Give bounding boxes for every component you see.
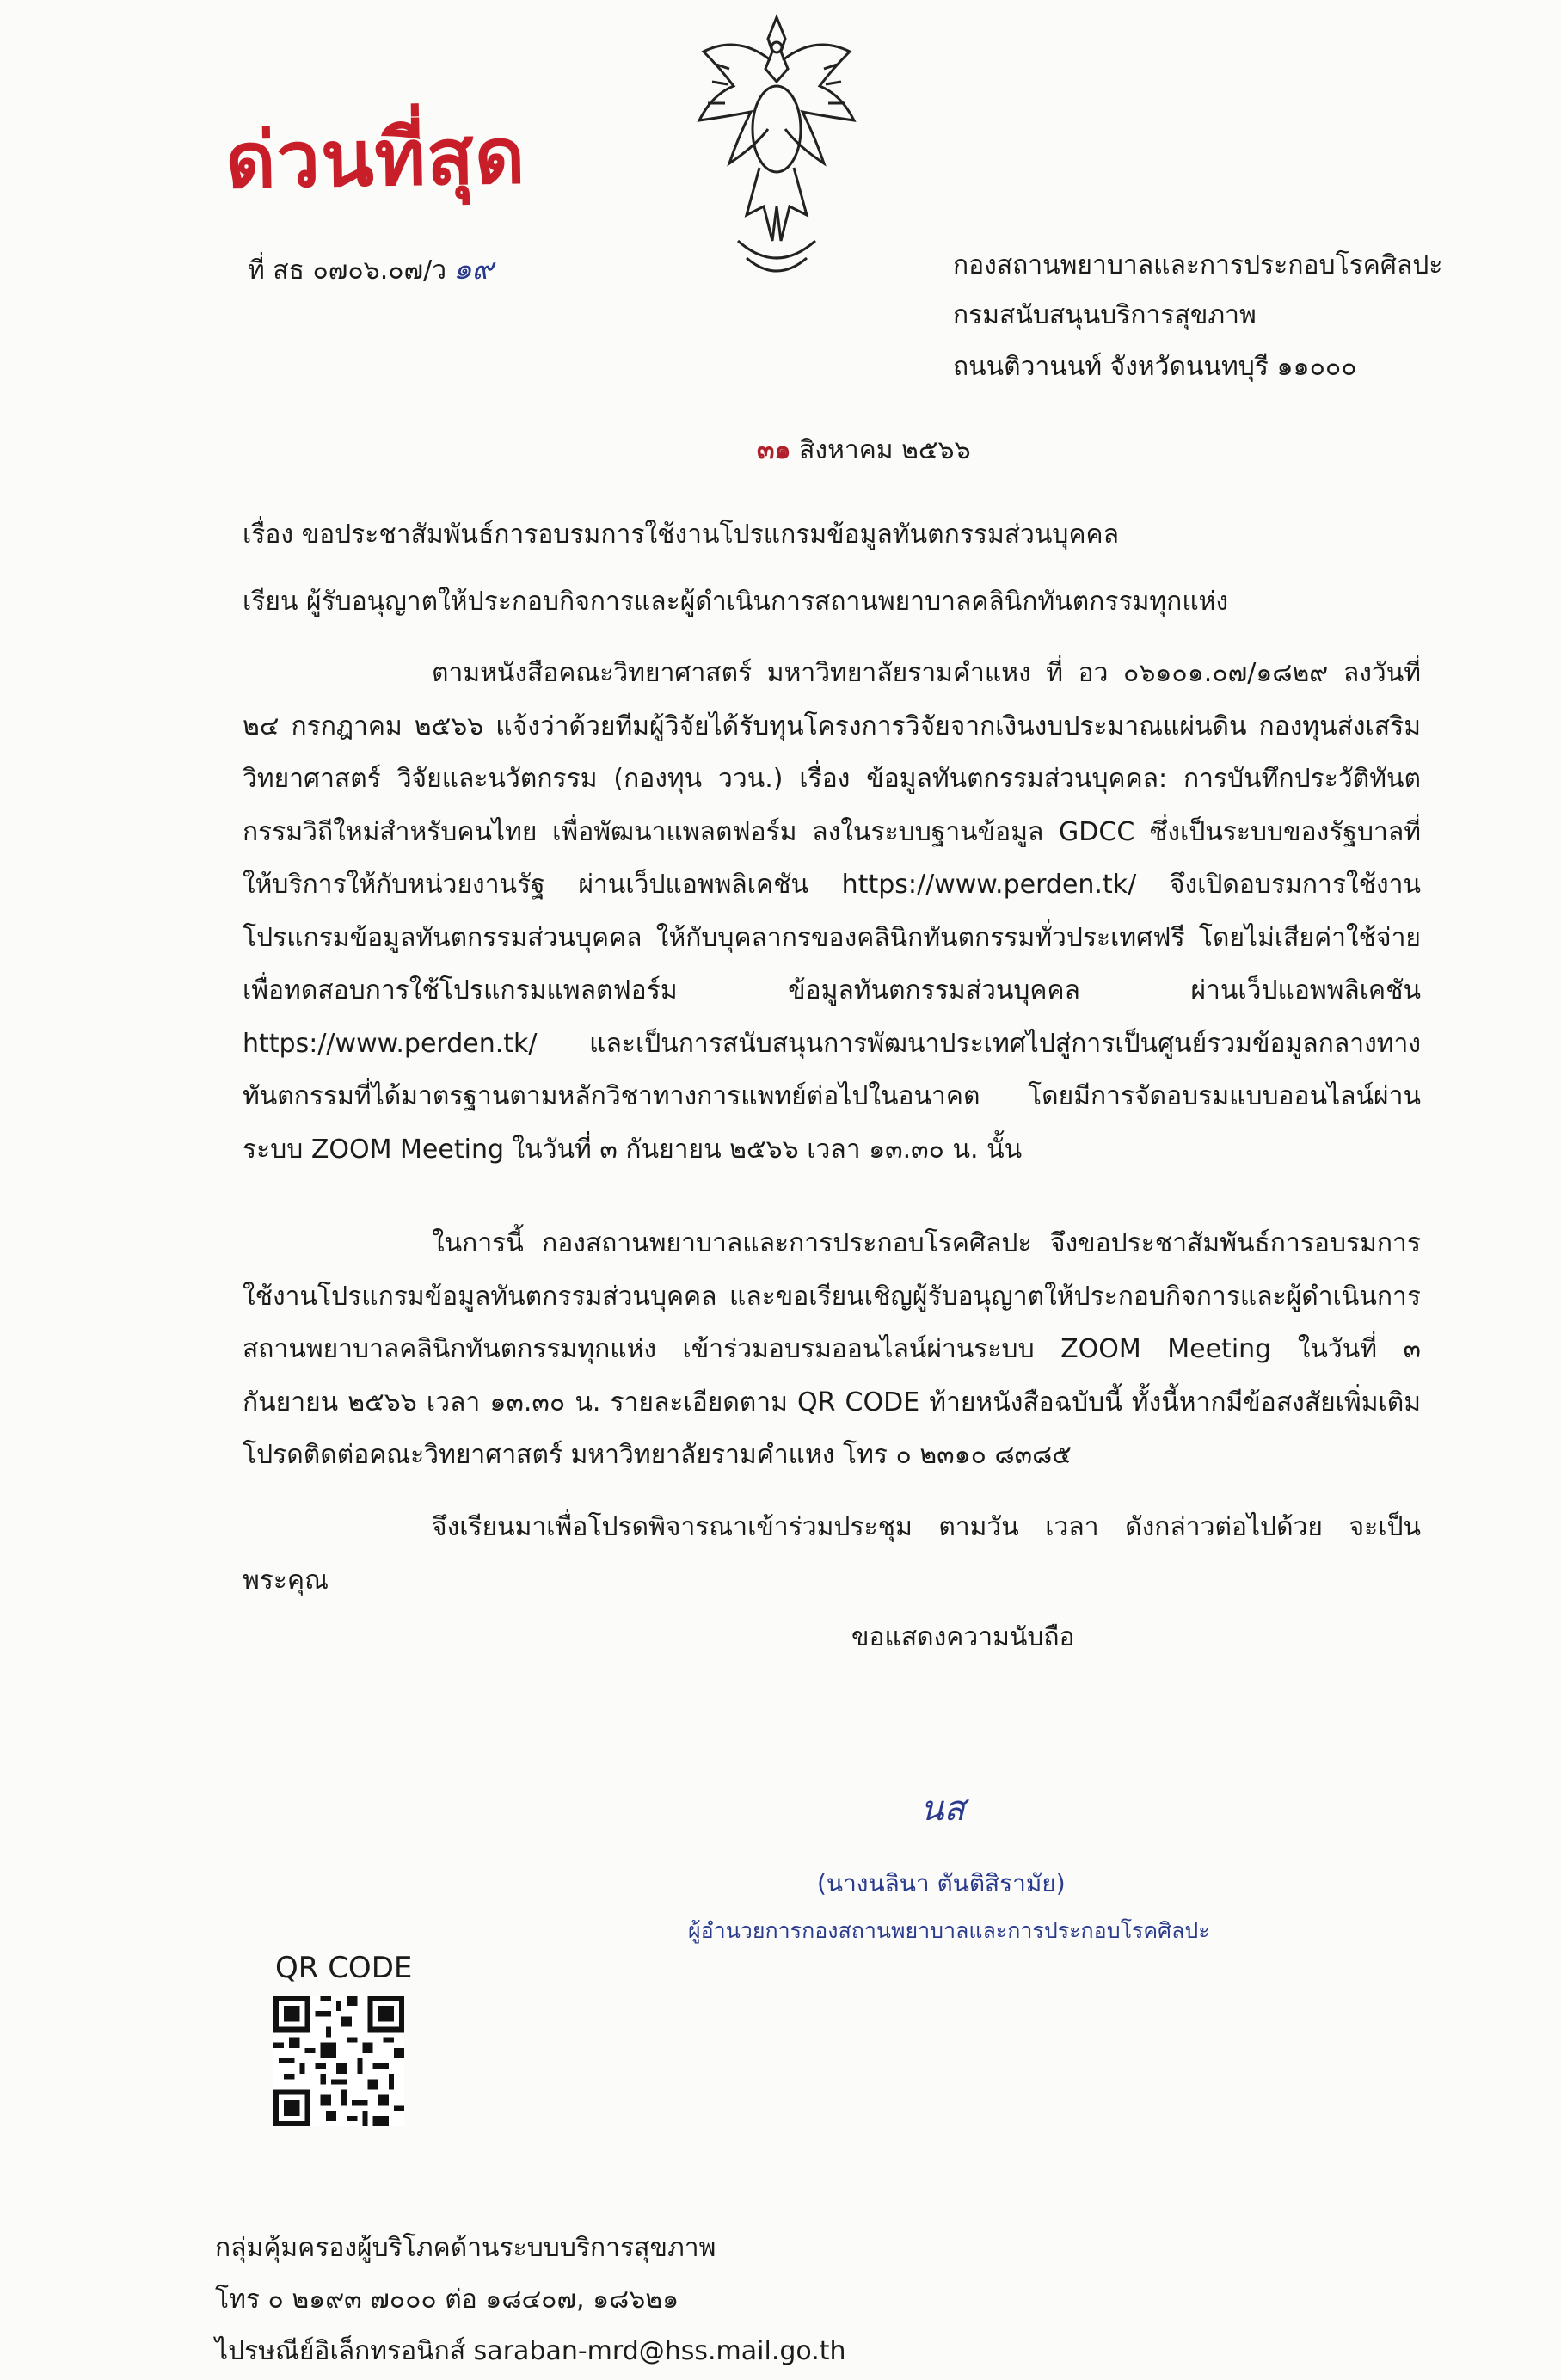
date-day-handwritten: ๓๑ <box>757 435 791 465</box>
issuer-address-line-2: กรมสนับสนุนบริการสุขภาพ <box>953 300 1257 330</box>
signer-position: ผู้อำนวยการกองสถานพยาบาลและการประกอบโรคศิลปะ <box>688 1918 1210 1943</box>
date-month-year: สิงหาคม ๒๕๖๖ <box>799 435 971 465</box>
issuer-address-line-3: ถนนติวานนท์ จังหวัดนนทบุรี ๑๑๐๐๐ <box>953 352 1357 382</box>
footer-department: กลุ่มคุ้มครองผู้บริโภคด้านระบบบริการสุขภาพ <box>215 2233 716 2263</box>
footer-phone: โทร ๐ ๒๑๙๓ ๗๐๐๐ ต่อ ๑๘๔๐๗, ๑๘๖๒๑ <box>215 2285 679 2315</box>
subject-line: เรื่อง ขอประชาสัมพันธ์การอบรมการใช้งานโปรแกรมข้อมูลทันตกรรมส่วนบุคคล <box>243 520 1119 550</box>
body-paragraph-2-text: ในการนี้ กองสถานพยาบาลและการประกอบโรคศิลปะ จึงขอประชาสัมพันธ์การอบรมการใช้งานโปรแกรมข้อมูลทันตกรรมส่วนบุคคล และขอเรียนเชิญผู้รับอนุญาตให้ประกอบกิจการและผู้ดำเนินการสถานพยาบาลคลินิกทันตกรรมทุกแห่ง เข้าร่วมอบรมออนไลน์ผ่านระบบ ZOOM Meeting ในวันที่ ๓ กันยายน ๒๕๖๖ เวลา ๑๓.๓๐ น. รายละเอียดตาม QR CODE ท้ายหนังสือฉบับนี้ ทั้งนี้หากมีข้อสงสัยเพิ่มเติม โปรดติดต่อคณะวิทยาศาสตร์ มหาวิทยาลัยรามคำแหง โทร ๐ ๒๓๑๐ ๘๓๘๕ <box>243 1228 1421 1470</box>
reference-number-text: ที่ สธ ๐๗๐๖.๐๗/ว <box>248 255 447 286</box>
issuer-address-line-1: กองสถานพยาบาลและการประกอบโรคศิลปะ <box>953 250 1443 280</box>
urgency-stamp: ด่วนที่สุด <box>224 109 527 207</box>
addressee-line: เรียน ผู้รับอนุญาตให้ประกอบกิจการและผู้ดำเนินการสถานพยาบาลคลินิกทันตกรรมทุกแห่ง <box>243 587 1229 617</box>
reference-number <box>248 245 494 292</box>
letter-date <box>757 430 971 470</box>
body-paragraph-1-text: ตามหนังสือคณะวิทยาศาสตร์ มหาวิทยาลัยรามคำแหง ที่ อว ๐๖๑๐๑.๐๗/๑๘๒๙ ลงวันที่ ๒๔ กรกฎาคม ๒๕๖๖ แจ้งว่าด้วยทีมผู้วิจัยได้รับทุนโครงการวิจัยจากเงินงบประมาณแผ่นดิน กองทุนส่งเสริมวิทยาศาสตร์ วิจัยและนวัตกรรม (กองทุน ววน.) เรื่อง ข้อมูลทันตกรรมส่วนบุคคล: การบันทึกประวัติทันตกรรมวิถีใหม่สำหรับคนไทย เพื่อพัฒนาแพลตฟอร์ม ลงในระบบฐานข้อมูล GDCC ซึ่งเป็นระบบของรัฐบาลที่ให้บริการให้กับหน่วยงานรัฐ ผ่านเว็ปแอพพลิเคชัน https://www.perden.tk/ จึงเปิดอบรมการใช้งานโปรแกรมข้อมูลทันตกรรมส่วนบุคคล ให้กับบุคลากรของคลินิกทันตกรรมทั่วประเทศฟรี โดยไม่เสียค่าใช้จ่าย เพื่อทดสอบการใช้โปรแกรมแพลตฟอร์ม ข้อมูลทันตกรรมส่วนบุคคล ผ่านเว็ปแอพพลิเคชัน https://www.perden.tk/ และเป็นการสนับสนุนการพัฒนาประเทศไปสู่การเป็นศูนย์รวมข้อมูลกลางทางทันตกรรมที่ได้มาตรฐานตามหลักวิชาทางการแพทย์ต่อไปในอนาคต โดยมีการจัดอบรมแบบออนไลน์ผ่านระบบ ZOOM Meeting ในวันที่ ๓ กันยายน ๒๕๖๖ เวลา ๑๓.๓๐ น. นั้น <box>243 658 1421 1165</box>
body-paragraph-2 <box>243 1217 1421 1482</box>
qr-code-image <box>273 1996 404 2126</box>
footer-email: ไปรษณีย์อิเล็กทรอนิกส์ saraban-mrd@hss.mail.go.th <box>215 2336 846 2366</box>
reference-handwritten: ๑๙ <box>453 252 494 286</box>
closing-salutation: ขอแสดงความนับถือ <box>851 1622 1075 1652</box>
body-paragraph-3 <box>243 1501 1421 1607</box>
signer-name: (นางนลินา ตันติสิรามัย) <box>817 1869 1066 1897</box>
qr-code-label: QR CODE <box>275 1951 413 1985</box>
garuda-emblem-icon <box>686 0 867 292</box>
body-paragraph-3-text: จึงเรียนมาเพื่อโปรดพิจารณาเข้าร่วมประชุม ตามวัน เวลา ดังกล่าวต่อไปด้วย จะเป็นพระคุณ <box>243 1512 1421 1596</box>
handwritten-signature: นส <box>920 1789 965 1829</box>
body-paragraph-1 <box>243 647 1421 1176</box>
